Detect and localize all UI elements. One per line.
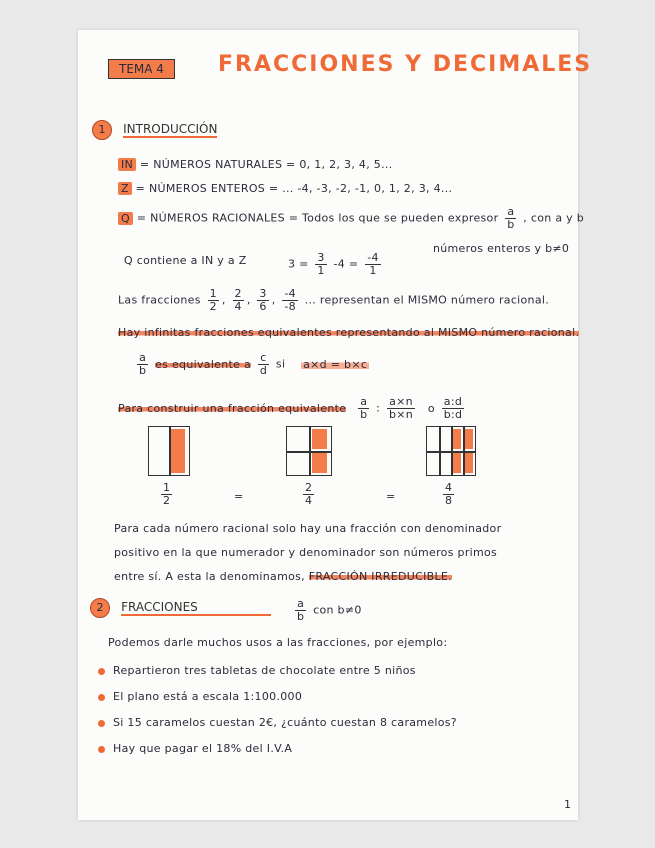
list-item: Repartieron tres tabletas de chocolate entre 5 niños — [98, 664, 416, 677]
section-number-badge: 1 — [92, 120, 112, 140]
page-title: FRACCIONES Y DECIMALES — [218, 52, 593, 77]
fraction-4: $\frac{-4}{-8}$ — [284, 287, 296, 313]
racionales-line — [118, 206, 584, 231]
tema-label: TEMA 4 — [108, 58, 175, 77]
infinite-line: Hay infinitas fracciones equivalentes representando al MISMO número racional. — [118, 326, 580, 339]
fraction-1: $\frac{1}{2}$ — [209, 287, 217, 313]
diagram-label-3: $\frac{4}{8}$ — [445, 481, 453, 507]
fraction-diagram-two-quarters — [286, 426, 332, 476]
enteros-text: = NÚMEROS ENTEROS = ... -4, -3, -2, -1, 0, 1, 2, 3, 4... — [135, 182, 453, 195]
fraction-diagram-half — [148, 426, 190, 476]
enteros-symbol: Z — [118, 182, 132, 195]
irreducible-line-1: Para cada número racional solo hay una fracción con denominador — [114, 522, 502, 535]
section1-title: INTRODUCCIÓN — [123, 122, 218, 136]
irreducible-line-3: entre sí. A esta la denominamos, FRACCIÓN IRREDUCIBLE. — [114, 570, 452, 583]
racionales-line2: números enteros y b≠0 — [433, 242, 570, 255]
section2-title: FRACCIONES — [121, 600, 271, 616]
naturales-line — [118, 158, 393, 171]
notebook-page — [78, 30, 593, 820]
fraction-diagram-four-eighths — [426, 426, 476, 476]
list-item: Hay que pagar el 18% del I.V.A — [98, 742, 292, 755]
bullet-icon — [98, 746, 105, 753]
fraction-2: $\frac{2}{4}$ — [234, 287, 242, 313]
enteros-line — [118, 182, 452, 195]
fraction-3: $\frac{3}{6}$ — [259, 287, 267, 313]
list-item: El plano está a escala 1:100.000 — [98, 690, 302, 703]
naturales-symbol: IN — [118, 158, 136, 171]
racionales-text: = NÚMEROS RACIONALES = Todos los que se pueden expresor — [136, 211, 499, 225]
irreducible-line-2: positivo en la que numerador y denominador son números primos — [114, 546, 498, 559]
equals-1: = — [234, 490, 244, 503]
bullet-icon — [98, 668, 105, 675]
diagram-label-2: $\frac{2}{4}$ — [305, 481, 313, 507]
racionales-fraction: $\frac{a}{b}$ — [507, 205, 515, 231]
example-line: 3 = $\frac{3}{1}$ -4 = $\frac{-4}{1}$ — [288, 251, 379, 277]
equivalence-rule: a×d = b×c — [303, 357, 368, 371]
section2-intro: Podemos darle muchos usos a las fracciones, por ejemplo: — [108, 636, 448, 649]
equivalence-line: $\frac{a}{b}$ es equivalente a $\frac{c}{d}$ si a×d = b×c — [139, 351, 368, 377]
build-equivalent-line: Para construir una fracción equivalente $\frac{a}{b}$ : $\frac{a\times n}{b\times n}$ o $\frac{a:d}{b:d}$ — [118, 395, 463, 421]
bullet-icon — [98, 720, 105, 727]
bullet-icon — [98, 694, 105, 701]
racionales-symbol: Q — [118, 212, 133, 225]
fractions-line: Las fracciones $\frac{1}{2}$ , $\frac{2}{4}$ , $\frac{3}{6}$ , $\frac{-4}{-8}$ ... representan el MISMO número racional. — [118, 287, 550, 313]
diagram-label-1: $\frac{1}{2}$ — [163, 481, 171, 507]
naturales-text: = NÚMEROS NATURALES = 0, 1, 2, 3, 4, 5... — [139, 158, 393, 171]
section2-definition: $\frac{a}{b}$ con b≠0 — [297, 597, 362, 623]
equals-2: = — [386, 490, 396, 503]
section2-heading — [90, 596, 271, 618]
racionales-text-end: , con a y b — [523, 211, 585, 225]
contains-line: Q contiene a IN y a Z — [124, 254, 247, 267]
section1-heading — [92, 118, 217, 140]
irreducible-term: FRACCIÓN IRREDUCIBLE. — [308, 570, 452, 583]
page-number: 1 — [564, 798, 572, 811]
section-number-badge: 2 — [90, 598, 110, 618]
list-item: Si 15 caramelos cuestan 2€, ¿cuánto cuestan 8 caramelos? — [98, 716, 457, 729]
